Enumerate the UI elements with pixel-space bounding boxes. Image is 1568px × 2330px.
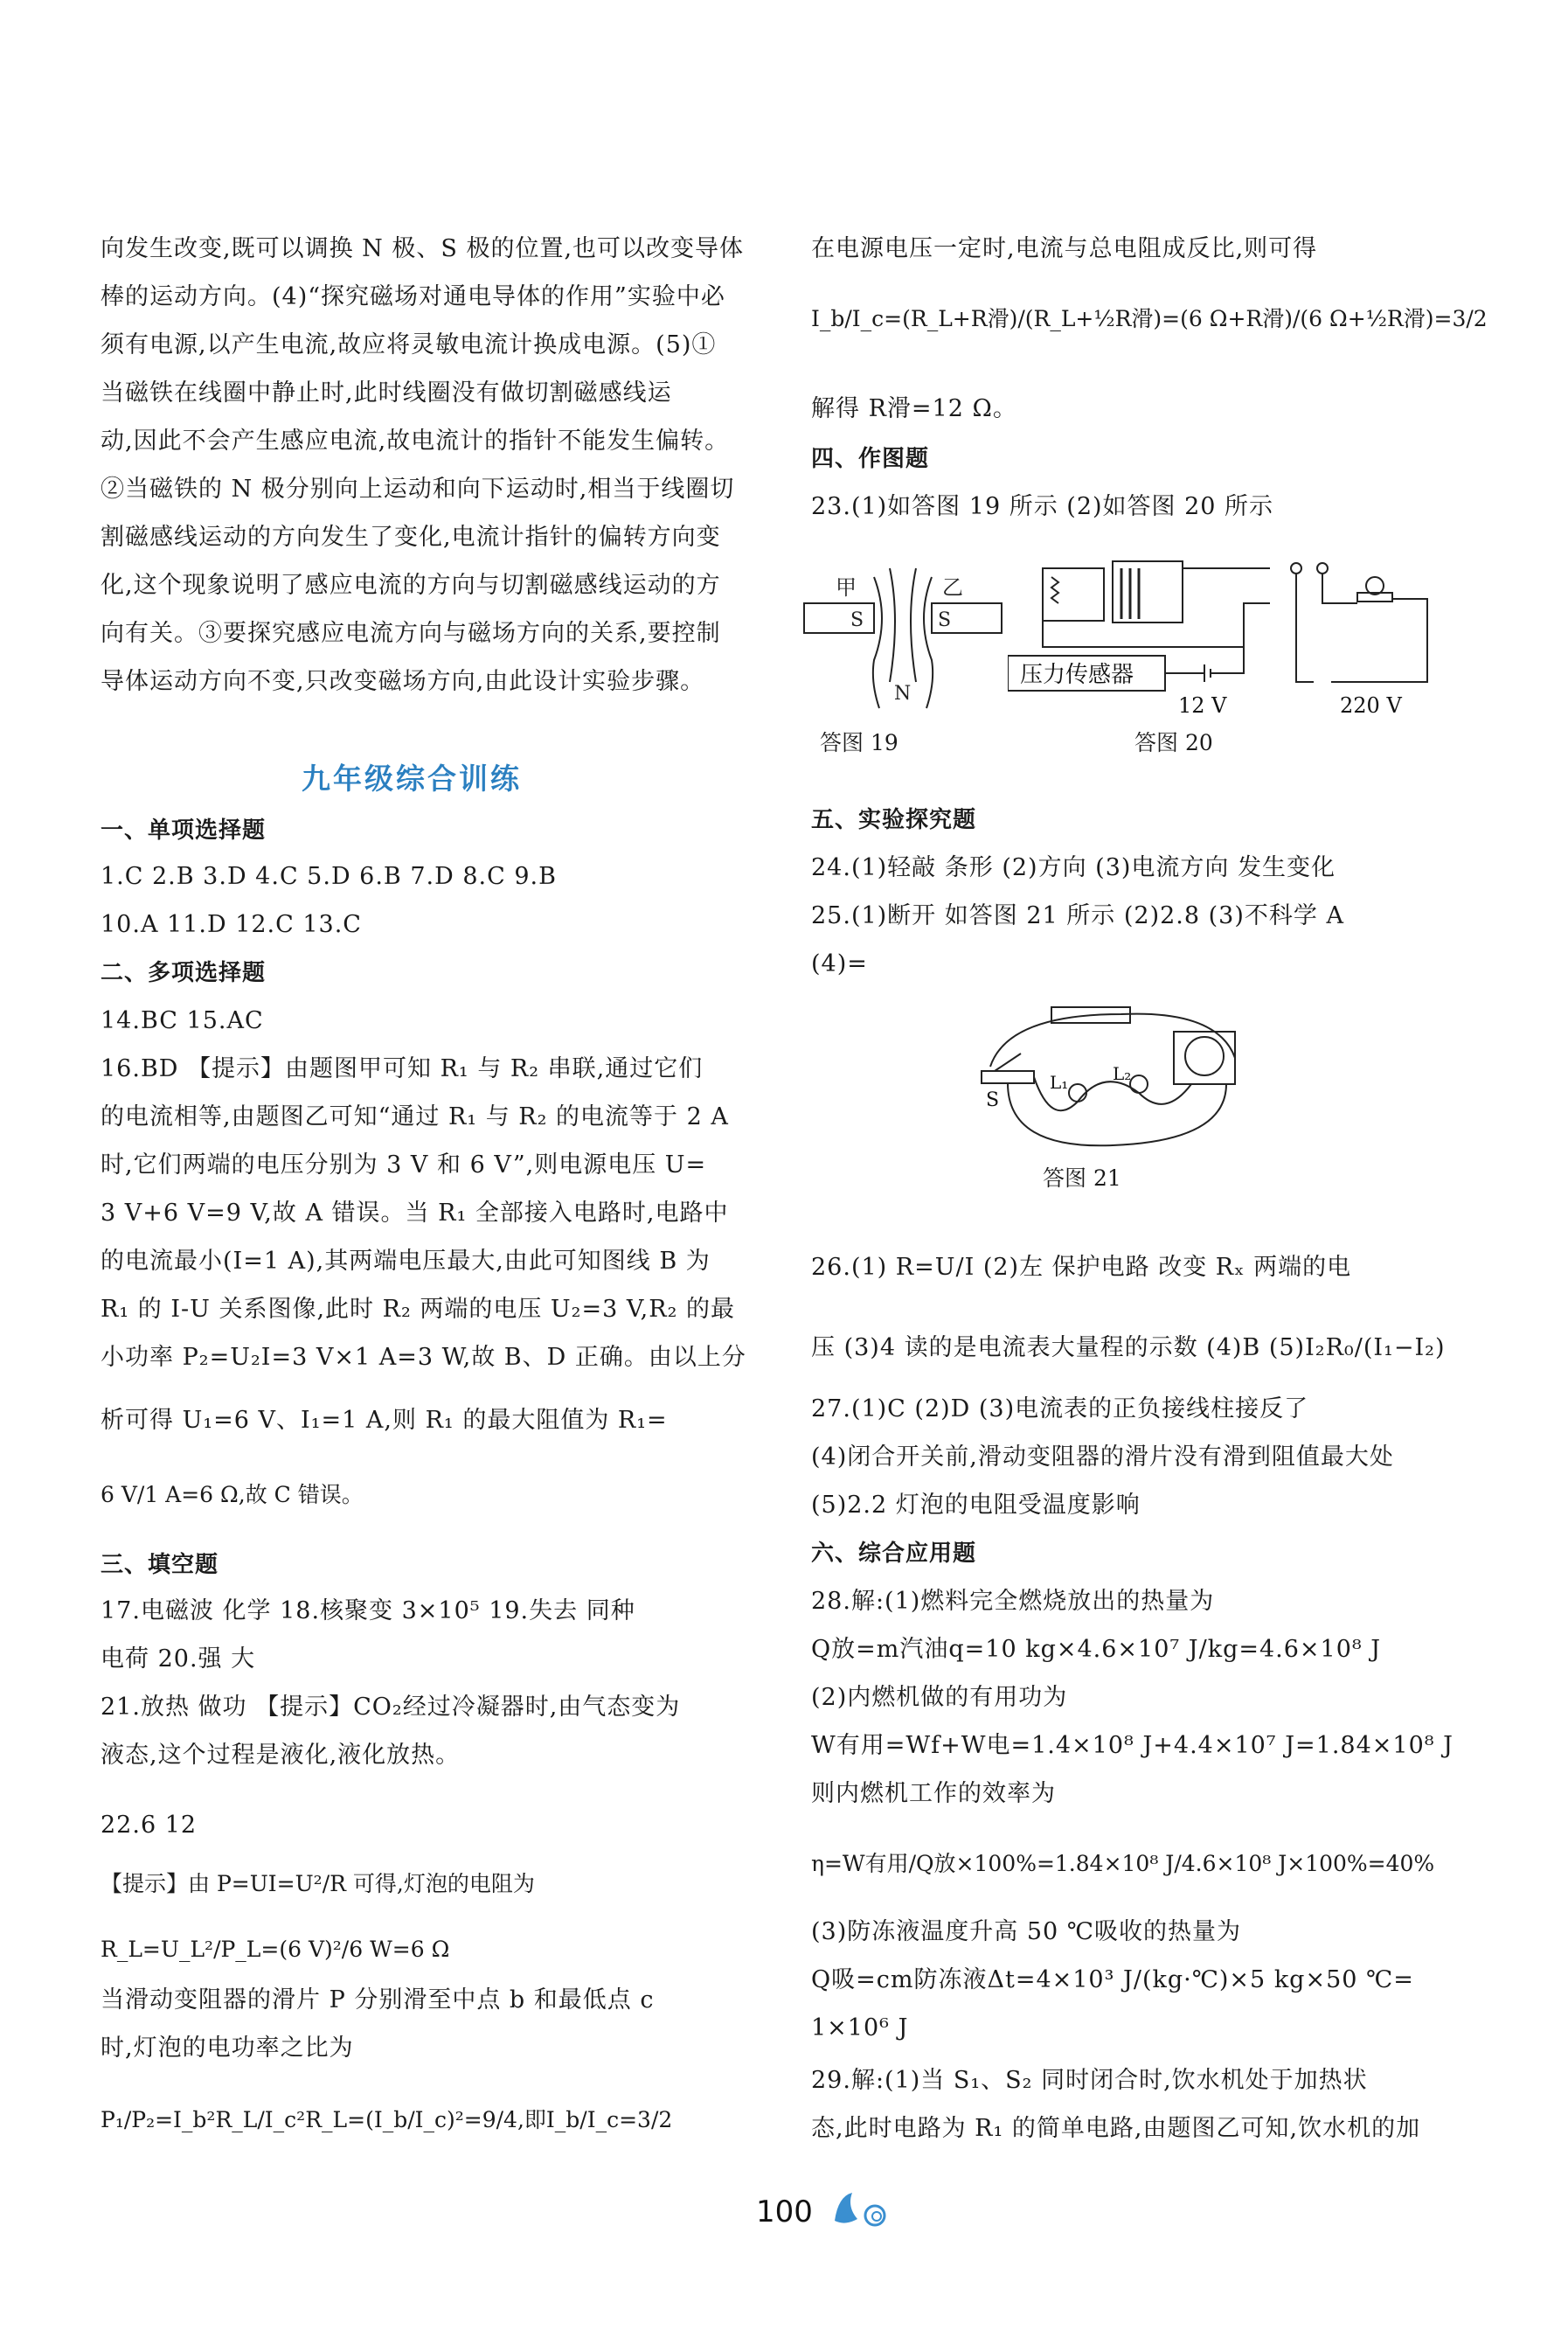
text-line: 电荷 20.强 大	[101, 1645, 256, 1673]
formula-q22-rl: R_L=U_L²/P_L=(6 V)²/6 W=6 Ω	[101, 1937, 450, 1962]
text-line: 析可得 U₁=6 V、I₁=1 A,则 R₁ 的最大阻值为 R₁=	[101, 1407, 668, 1434]
formula-q22-hint: 【提示】由 P=UI=U²/R 可得,灯泡的电阻为	[101, 1871, 535, 1896]
text-line: 的电流最小(I=1 A),其两端电压最大,由此可知图线 B 为	[101, 1248, 711, 1275]
text-line: (4)闭合开关前,滑动变阻器的滑片没有滑到阻值最大处	[811, 1443, 1394, 1471]
label-s-right: S	[938, 609, 952, 631]
text-line: 23.(1)如答图 19 所示 (2)如答图 20 所示	[811, 493, 1274, 520]
formula-current-ratio: I_b/I_c=(R_L+R滑)/(R_L+½R滑)=(6 Ω+R滑)/(6 Ω+½R滑)=3/2	[811, 306, 1488, 331]
text-line: 3 V+6 V=9 V,故 A 错误。当 R₁ 全部接入电路时,电路中	[101, 1200, 729, 1227]
text-line: 22.6 12	[101, 1812, 198, 1839]
text-line: R₁ 的 I-U 关系图像,此时 R₂ 两端的电压 U₂=3 V,R₂ 的最	[101, 1296, 735, 1323]
figure-20-relay-circuit	[1008, 551, 1436, 717]
text-line: 化,这个现象说明了感应电流的方向与切割磁感线运动的方	[101, 572, 721, 599]
text-line: 棒的运动方向。(4)“探究磁场对通电导体的作用”实验中必	[101, 283, 725, 310]
text-line: 压 (3)4 读的是电流表大量程的示数 (4)B (5)I₂R₀/(I₁−I₂)	[811, 1334, 1446, 1361]
text-line: 14.BC 15.AC	[101, 1007, 264, 1034]
text-line: 则内燃机工作的效率为	[811, 1780, 1056, 1807]
figure-19-magnets	[802, 560, 1003, 717]
lamp-l1-label: L₁	[1050, 1072, 1069, 1093]
text-line: 21.放热 做功 【提示】CO₂经过冷凝器时,由气态变为	[101, 1694, 681, 1721]
section-heading: 六、综合应用题	[811, 1541, 977, 1567]
label-yi: 乙	[942, 575, 963, 600]
text-line: 的电流相等,由题图乙可知“通过 R₁ 与 R₂ 的电流等于 2 A	[101, 1103, 729, 1130]
text-line: 当磁铁在线圈中静止时,此时线圈没有做切割磁感线运	[101, 379, 672, 407]
text-line: 在电源电压一定时,电流与总电阻成反比,则可得	[811, 235, 1318, 262]
voltage-12v: 12 V	[1178, 693, 1227, 717]
text-line: 解得 R滑=12 Ω。	[811, 395, 1017, 422]
text-line: 割磁感线运动的方向发生了变化,电流计指针的偏转方向变	[101, 524, 721, 551]
text-line: W有用=Wf+W电=1.4×10⁸ J+4.4×10⁷ J=1.84×10⁸ J	[811, 1732, 1454, 1759]
label-s-left: S	[850, 609, 864, 631]
text-line: (5)2.2 灯泡的电阻受温度影响	[811, 1492, 1141, 1519]
label-jia: 甲	[836, 575, 857, 600]
text-line: 24.(1)轻敲 条形 (2)方向 (3)电流方向 发生变化	[811, 854, 1336, 881]
text-line: ②当磁铁的 N 极分别向上运动和向下运动时,相当于线圈切	[101, 476, 735, 503]
text-line: Q放=m汽油q=10 kg×4.6×10⁷ J/kg=4.6×10⁸ J	[811, 1636, 1382, 1663]
section-heading: 三、填空题	[101, 1552, 219, 1578]
section-title: 九年级综合训练	[302, 762, 522, 796]
text-line: (4)=	[811, 950, 868, 977]
text-line: 动,因此不会产生感应电流,故电流计的指针不能发生偏转。	[101, 428, 730, 455]
switch-label: S	[986, 1089, 1000, 1111]
figure-19-caption: 答图 19	[820, 730, 898, 755]
lamp-l2-label: L₂	[1113, 1063, 1132, 1084]
formula-efficiency: η=W有用/Q放×100%=1.84×10⁸ J/4.6×10⁸ J×100%=40%	[811, 1851, 1435, 1876]
text-line: 态,此时电路为 R₁ 的简单电路,由题图乙可知,饮水机的加	[811, 2115, 1421, 2142]
text-line: 时,灯泡的电功率之比为	[101, 2034, 354, 2062]
text-line: 液态,这个过程是液化,液化放热。	[101, 1742, 461, 1769]
text-line: 17.电磁波 化学 18.核聚变 3×10⁵ 19.失去 同种	[101, 1597, 635, 1624]
text-line: 27.(1)C (2)D (3)电流表的正负接线柱接反了	[811, 1395, 1309, 1422]
page-number: 100	[756, 2194, 813, 2229]
figure-21-wiring	[973, 997, 1252, 1154]
text-line: 1.C 2.B 3.D 4.C 5.D 6.B 7.D 8.C 9.B	[101, 863, 557, 890]
pressure-sensor-label: 压力传感器	[1020, 662, 1134, 688]
text-line: 1×10⁶ J	[811, 2014, 909, 2041]
text-line: 当滑动变阻器的滑片 P 分别滑至中点 b 和最低点 c	[101, 1986, 655, 2014]
formula-q22-ratio: P₁/P₂=I_b²R_L/I_c²R_L=(I_b/I_c)²=9/4,即I_b/I_c=3/2	[101, 2107, 673, 2132]
decorative-leaf-icon	[826, 2187, 896, 2231]
text-line: 26.(1) R=U/I (2)左 保护电路 改变 Rₓ 两端的电	[811, 1254, 1352, 1281]
text-line: 25.(1)断开 如答图 21 所示 (2)2.8 (3)不科学 A	[811, 902, 1344, 929]
text-line: 时,它们两端的电压分别为 3 V 和 6 V”,则电源电压 U=	[101, 1151, 707, 1179]
text-line: 16.BD 【提示】由题图甲可知 R₁ 与 R₂ 串联,通过它们	[101, 1055, 704, 1082]
text-line: 向有关。③要探究感应电流方向与磁场方向的关系,要控制	[101, 620, 721, 647]
text-line: 向发生改变,既可以调换 N 极、S 极的位置,也可以改变导体	[101, 235, 745, 262]
formula-q16-tail: 6 V/1 A=6 Ω,故 C 错误。	[101, 1482, 364, 1507]
label-n: N	[894, 683, 912, 705]
figure-20-caption: 答图 20	[1134, 730, 1213, 755]
text-line: (3)防冻液温度升高 50 ℃吸收的热量为	[811, 1918, 1241, 1945]
text-line: 须有电源,以产生电流,故应将灵敏电流计换成电源。(5)①	[101, 331, 717, 358]
section-heading: 五、实验探究题	[811, 807, 977, 833]
figure-21-caption: 答图 21	[1043, 1165, 1121, 1191]
text-line: 10.A 11.D 12.C 13.C	[101, 911, 362, 938]
text-line: 29.解:(1)当 S₁、S₂ 同时闭合时,饮水机处于加热状	[811, 2067, 1368, 2094]
text-line: 导体运动方向不变,只改变磁场方向,由此设计实验步骤。	[101, 668, 705, 695]
text-line: Q吸=cm防冻液Δt=4×10³ J/(kg·℃)×5 kg×50 ℃=	[811, 1966, 1414, 1993]
text-line: (2)内燃机做的有用功为	[811, 1684, 1068, 1711]
voltage-220v: 220 V	[1340, 693, 1402, 717]
section-heading: 四、作图题	[811, 446, 930, 472]
text-line: 小功率 P₂=U₂I=3 V×1 A=3 W,故 B、D 正确。由以上分	[101, 1344, 746, 1371]
section-heading: 二、多项选择题	[101, 960, 267, 986]
section-heading: 一、单项选择题	[101, 817, 267, 844]
text-line: 28.解:(1)燃料完全燃烧放出的热量为	[811, 1588, 1215, 1615]
